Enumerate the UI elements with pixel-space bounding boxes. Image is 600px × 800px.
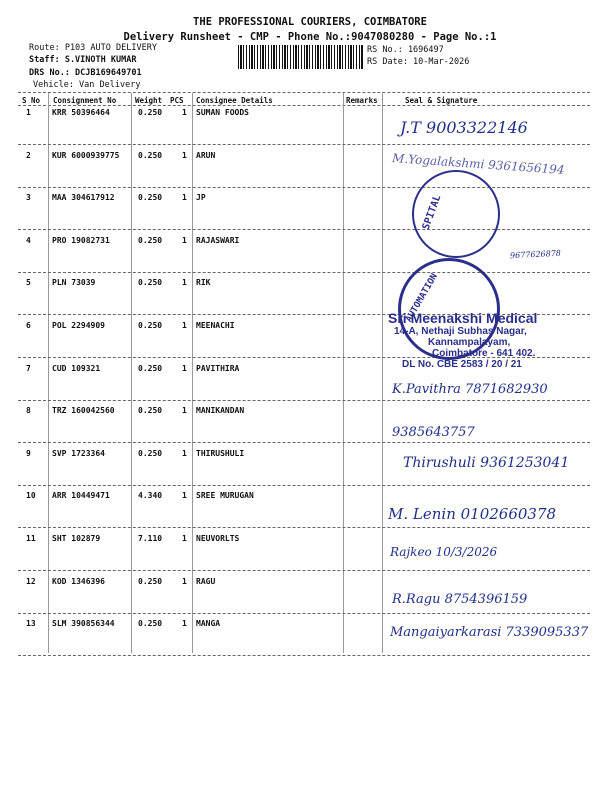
row-consignment-no: POL 2294909 bbox=[52, 321, 105, 330]
row-sno: 3 bbox=[26, 193, 31, 203]
row-consignee: SREE MURUGAN bbox=[196, 491, 254, 501]
row-weight: 0.250 bbox=[138, 193, 163, 203]
row-sno: 9 bbox=[26, 448, 31, 458]
col-divider bbox=[343, 93, 344, 653]
route-label: Route: P103 AUTO DELIVERY bbox=[29, 43, 157, 53]
row-consignee: RIK bbox=[196, 278, 211, 288]
row-consignment-no: MAA 304617912 bbox=[52, 193, 115, 203]
row-sno: 4 bbox=[26, 235, 31, 245]
row-consignee: MANIKANDAN bbox=[196, 406, 245, 416]
row-sno: 11 bbox=[26, 534, 36, 543]
row-weight: 0.250 bbox=[138, 108, 163, 117]
signature: 9385643757 bbox=[392, 425, 475, 440]
row-consignee: JP bbox=[196, 193, 206, 203]
row-consignment-no: KRR 50396464 bbox=[52, 108, 110, 117]
row-sno: 8 bbox=[26, 406, 31, 416]
row-sno: 6 bbox=[26, 321, 31, 330]
company-title: THE PROFESSIONAL COURIERS, COIMBATORE bbox=[193, 16, 427, 28]
pharmacy-name: Sri Meenakshi Medical bbox=[388, 310, 538, 326]
row-weight: 0.250 bbox=[138, 363, 163, 373]
row-consignment-no: SVP 1723364 bbox=[52, 448, 105, 458]
row-divider bbox=[18, 442, 590, 443]
signature: Rajkeo 10/3/2026 bbox=[390, 545, 498, 559]
col-consignee: Consignee Details bbox=[196, 96, 273, 105]
row-sno: 10 bbox=[26, 491, 36, 501]
row-divider bbox=[18, 613, 590, 614]
row-weight: 0.250 bbox=[138, 321, 163, 330]
row-consignment-no: PLN 73039 bbox=[52, 278, 96, 288]
row-consignee: MEENACHI bbox=[196, 321, 235, 330]
row-consignment-no: CUD 109321 bbox=[52, 363, 101, 373]
row-divider bbox=[18, 400, 590, 401]
pharmacy-stamp bbox=[388, 310, 537, 370]
row-weight: 0.250 bbox=[138, 406, 163, 416]
col-remarks: Remarks bbox=[346, 96, 378, 105]
row-consignment-no: KUR 6000939775 bbox=[52, 150, 120, 160]
row-sno: 5 bbox=[26, 278, 31, 288]
row-weight: 0.250 bbox=[138, 278, 163, 288]
row-weight: 0.250 bbox=[138, 235, 163, 245]
row-pcs: 1 bbox=[182, 534, 187, 543]
row-pcs: 1 bbox=[182, 321, 187, 330]
row-pcs: 1 bbox=[182, 576, 187, 586]
table-top-rule bbox=[18, 92, 590, 93]
hospital-stamp bbox=[412, 170, 500, 258]
row-consignee: THIRUSHULI bbox=[196, 448, 245, 458]
row-divider bbox=[18, 272, 590, 273]
signature: 9677626878 bbox=[509, 248, 562, 261]
signature: J.T 9003322146 bbox=[400, 118, 528, 137]
runsheet-title: Delivery Runsheet - CMP - Phone No.:9047080280 - Page No.:1 bbox=[123, 31, 497, 43]
col-consignment: Consignment No bbox=[53, 96, 117, 105]
row-pcs: 1 bbox=[182, 491, 187, 501]
row-weight: 7.110 bbox=[138, 534, 163, 543]
row-weight: 0.250 bbox=[138, 619, 163, 629]
signature: M. Lenin 0102660378 bbox=[388, 505, 557, 523]
row-weight: 0.250 bbox=[138, 150, 163, 160]
pharmacy-address: Coimbatore - 641 402. bbox=[432, 348, 536, 359]
rs-date: RS Date: 10-Mar-2026 bbox=[367, 57, 470, 67]
pharmacy-address: 14-A, Nethaji Subhas Nagar, bbox=[394, 326, 527, 337]
row-pcs: 1 bbox=[182, 193, 187, 203]
row-divider bbox=[18, 229, 590, 230]
row-sno: 12 bbox=[26, 576, 36, 586]
row-consignee: SUMAN FOODS bbox=[196, 108, 249, 117]
row-pcs: 1 bbox=[182, 108, 187, 117]
signature: Mangaiyarkarasi 7339095337 bbox=[390, 625, 589, 640]
row-sno: 7 bbox=[26, 363, 31, 373]
drs-number: DRS No.: DCJB169649701 bbox=[29, 68, 142, 78]
vehicle-label: Vehicle: Van Delivery bbox=[33, 80, 141, 90]
col-divider bbox=[48, 93, 49, 653]
table-header-rule bbox=[18, 105, 590, 106]
signature: R.Ragu 8754396159 bbox=[392, 592, 528, 607]
col-pcs: PCS bbox=[170, 96, 184, 105]
row-pcs: 1 bbox=[182, 150, 187, 160]
row-divider bbox=[18, 187, 590, 188]
row-consignee: RAJASWARI bbox=[196, 235, 240, 245]
row-consignee: ARUN bbox=[196, 150, 216, 160]
row-consignment-no: SHT 102879 bbox=[52, 534, 101, 543]
row-pcs: 1 bbox=[182, 406, 187, 416]
row-consignment-no: TRZ 160042560 bbox=[52, 406, 115, 416]
row-divider bbox=[18, 144, 590, 145]
row-weight: 0.250 bbox=[138, 448, 163, 458]
signature: Thirushuli 9361253041 bbox=[403, 455, 570, 471]
automation-stamp-text: AUTOMATION bbox=[404, 272, 440, 324]
row-consignee: PAVITHIRA bbox=[196, 363, 240, 373]
row-pcs: 1 bbox=[182, 448, 187, 458]
pharmacy-address: Kannampalayam, bbox=[428, 337, 511, 348]
pharmacy-dl: DL No. CBE 2583 / 20 / 21 bbox=[402, 359, 522, 370]
row-consignment-no: ARR 10449471 bbox=[52, 491, 110, 501]
row-divider bbox=[18, 527, 590, 528]
hospital-stamp-text: SPITAL bbox=[420, 193, 444, 232]
row-divider bbox=[18, 485, 590, 486]
row-sno: 1 bbox=[26, 108, 31, 117]
row-consignee: NEUVORLTS bbox=[196, 534, 240, 543]
signature: M.Yogalakshmi 9361656194 bbox=[391, 150, 565, 178]
row-weight: 0.250 bbox=[138, 576, 163, 586]
row-pcs: 1 bbox=[182, 235, 187, 245]
row-divider bbox=[18, 655, 590, 656]
row-pcs: 1 bbox=[182, 619, 187, 629]
col-sno: S No bbox=[22, 96, 41, 105]
row-consignee: RAGU bbox=[196, 576, 216, 586]
rs-number: RS No.: 1696497 bbox=[367, 45, 444, 55]
barcode bbox=[238, 45, 363, 69]
row-consignment-no: KOD 1346396 bbox=[52, 576, 105, 586]
row-sno: 13 bbox=[26, 619, 36, 629]
row-weight: 4.340 bbox=[138, 491, 163, 501]
col-divider bbox=[192, 93, 193, 653]
row-sno: 2 bbox=[26, 150, 31, 160]
col-divider bbox=[131, 93, 132, 653]
row-consignment-no: SLM 390856344 bbox=[52, 619, 115, 629]
col-seal: Seal & Signature bbox=[405, 96, 478, 105]
row-consignment-no: PRO 19082731 bbox=[52, 235, 110, 245]
signature: K.Pavithra 7871682930 bbox=[392, 382, 548, 397]
row-consignee: MANGA bbox=[196, 619, 221, 629]
staff-label: Staff: S.VINOTH KUMAR bbox=[29, 55, 137, 65]
row-divider bbox=[18, 570, 590, 571]
row-pcs: 1 bbox=[182, 363, 187, 373]
col-weight: Weight bbox=[135, 96, 163, 105]
col-divider bbox=[382, 93, 383, 653]
row-pcs: 1 bbox=[182, 278, 187, 288]
